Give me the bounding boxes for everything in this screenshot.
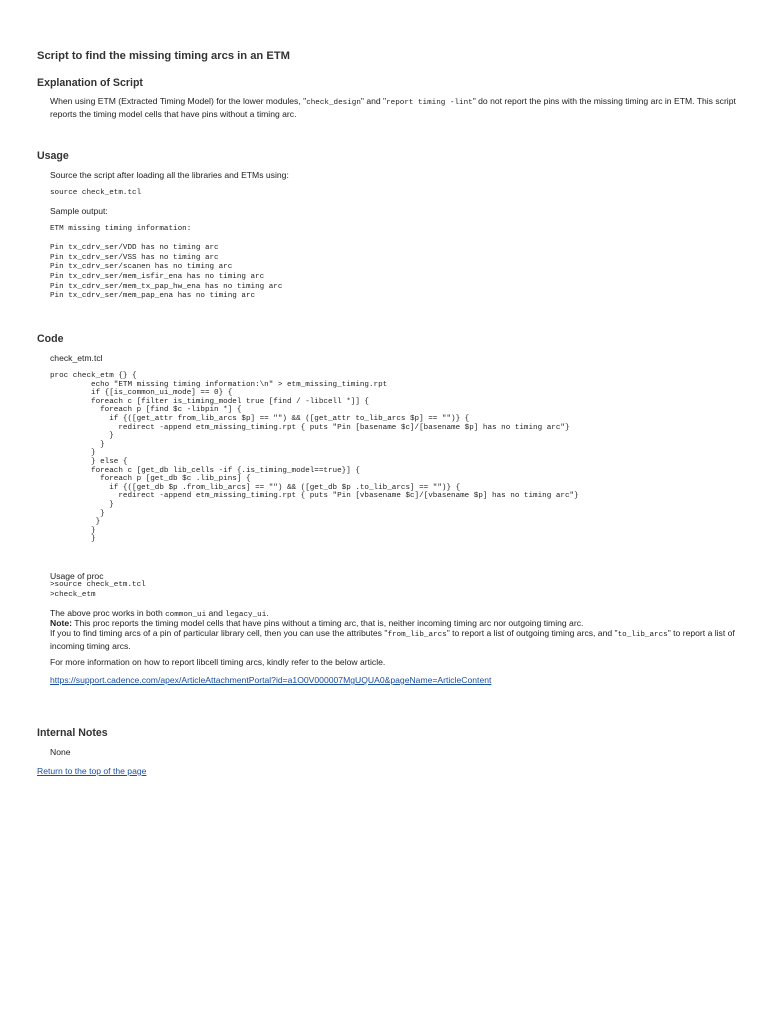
note-body: This proc reports the timing model cells that have pins without a timing arc, that is, neither incoming timing arc nor outgoing timing arc.	[71, 618, 584, 628]
sample-output-line: ETM missing timing information:	[50, 225, 192, 233]
code-line: foreach c [get_db lib_cells -if {.is_timing_model==true}] {	[50, 466, 360, 475]
article-attachment-link[interactable]: https://support.cadence.com/apex/ArticleAttachmentPortal?id=a1O0V000007MgUQUA0&pageName=ArticleContent	[50, 675, 492, 685]
inline-code-from-lib-arcs: from_lib_arcs	[387, 631, 447, 639]
code-heading: Code	[37, 333, 64, 345]
sample-output-line: Pin tx_cdrv_ser/mem_pap_ena has no timing arc	[50, 292, 256, 301]
code-line: } else {	[50, 457, 128, 466]
arcs-text-part: " to report a list of outgoing timing arcs, and "	[446, 628, 618, 638]
code-line: proc check_etm {} {	[50, 372, 137, 380]
inline-code-to-lib-arcs: to_lib_arcs	[617, 631, 668, 639]
code-line: }	[50, 535, 96, 544]
code-filename: check_etm.tcl	[50, 353, 103, 363]
code-line: foreach c [filter is_timing_model true [find / -libcell *]] {	[50, 397, 369, 406]
usage-command-line: >check_etm	[50, 590, 96, 599]
arcs-text-part: If you to find timing arcs of a pin of particular library cell, then you can use the attributes "	[50, 628, 388, 638]
inline-code-legacy-ui: legacy_ui	[225, 611, 267, 619]
code-line: }	[50, 518, 101, 527]
sample-output-line: Pin tx_cdrv_ser/mem_isfir_ena has no timing arc	[50, 272, 265, 281]
arcs-text-part: " to report a list of incoming timing arcs.	[50, 628, 735, 651]
sample-output-line: Pin tx_cdrv_ser/VSS has no timing arc	[50, 253, 219, 262]
usage-command-line: >source check_etm.tcl	[50, 581, 146, 589]
code-line: foreach p [get_db $c .lib_pins] {	[50, 475, 251, 484]
code-line: }	[50, 440, 105, 449]
usage-heading: Usage	[37, 150, 69, 162]
note-text	[50, 618, 740, 629]
note-label: Note:	[50, 618, 72, 628]
explanation-text-part: " and "	[360, 96, 387, 106]
code-line: }	[50, 449, 96, 458]
arcs-text	[50, 628, 740, 651]
code-line: echo "ETM missing timing information:\n" > etm_missing_timing.rpt	[50, 380, 388, 389]
code-line: }	[50, 432, 114, 441]
code-line: foreach p [find $c -libpin *] {	[50, 406, 242, 415]
internal-notes-heading: Internal Notes	[37, 727, 108, 739]
works-text-part: .	[266, 608, 269, 618]
code-line: if {[is_common_ui_mode] == 0} {	[50, 389, 233, 398]
page-title: Script to find the missing timing arcs in an ETM	[37, 50, 290, 62]
usage-intro: Source the script after loading all the libraries and ETMs using:	[50, 170, 289, 180]
inline-code-report-timing: report timing -lint	[386, 99, 473, 107]
return-to-top-link[interactable]: Return to the top of the page	[37, 766, 147, 776]
code-line: redirect -append etm_missing_timing.rpt { puts "Pin [vbasename $c]/[vbasename $p] has no timing arc"}	[50, 492, 579, 501]
works-text-part: and	[206, 608, 226, 618]
more-info-text: For more information on how to report libcell timing arcs, kindly refer to the below article.	[50, 657, 386, 667]
sample-output-block	[50, 225, 282, 302]
code-line: redirect -append etm_missing_timing.rpt { puts "Pin [basename $c]/[basename $p] has no timing arc"}	[50, 423, 570, 432]
sample-output-line: Pin tx_cdrv_ser/scanen has no timing arc	[50, 263, 233, 272]
explanation-text	[50, 96, 740, 119]
article-link-wrap	[50, 675, 740, 686]
explanation-text-part: When using ETM (Extracted Timing Model) for the lower modules, "	[50, 96, 307, 106]
sample-output-label: Sample output:	[50, 206, 108, 216]
inline-code-common-ui: common_ui	[165, 611, 207, 619]
works-text-part: The above proc works in both	[50, 608, 166, 618]
usage-of-proc-block	[50, 581, 146, 600]
source-command: source check_etm.tcl	[50, 189, 142, 197]
code-line: }	[50, 526, 96, 535]
code-line: if {([get_attr from_lib_arcs $p] == "") && ([get_attr to_lib_arcs $p] == "")} {	[50, 414, 470, 423]
return-link-wrap	[37, 766, 146, 777]
code-line: }	[50, 509, 105, 518]
sample-output-line: Pin tx_cdrv_ser/VDD has no timing arc	[50, 244, 219, 253]
internal-notes-text: None	[50, 747, 71, 757]
code-block	[50, 372, 579, 544]
explanation-text-part: " do not report the pins with the missing timing arc in ETM. This script reports the timing model cells that have pins without a timing arc.	[50, 96, 736, 119]
inline-code-check-design: check_design	[306, 99, 361, 107]
explanation-heading: Explanation of Script	[37, 77, 143, 89]
usage-of-proc-label: Usage of proc	[50, 571, 104, 581]
sample-output-line: Pin tx_cdrv_ser/mem_tx_pap_hw_ena has no timing arc	[50, 282, 283, 291]
code-line: if {([get_db $p .from_lib_arcs] == "") && ([get_db $p .to_lib_arcs] == "")} {	[50, 483, 461, 492]
code-line: }	[50, 500, 114, 509]
